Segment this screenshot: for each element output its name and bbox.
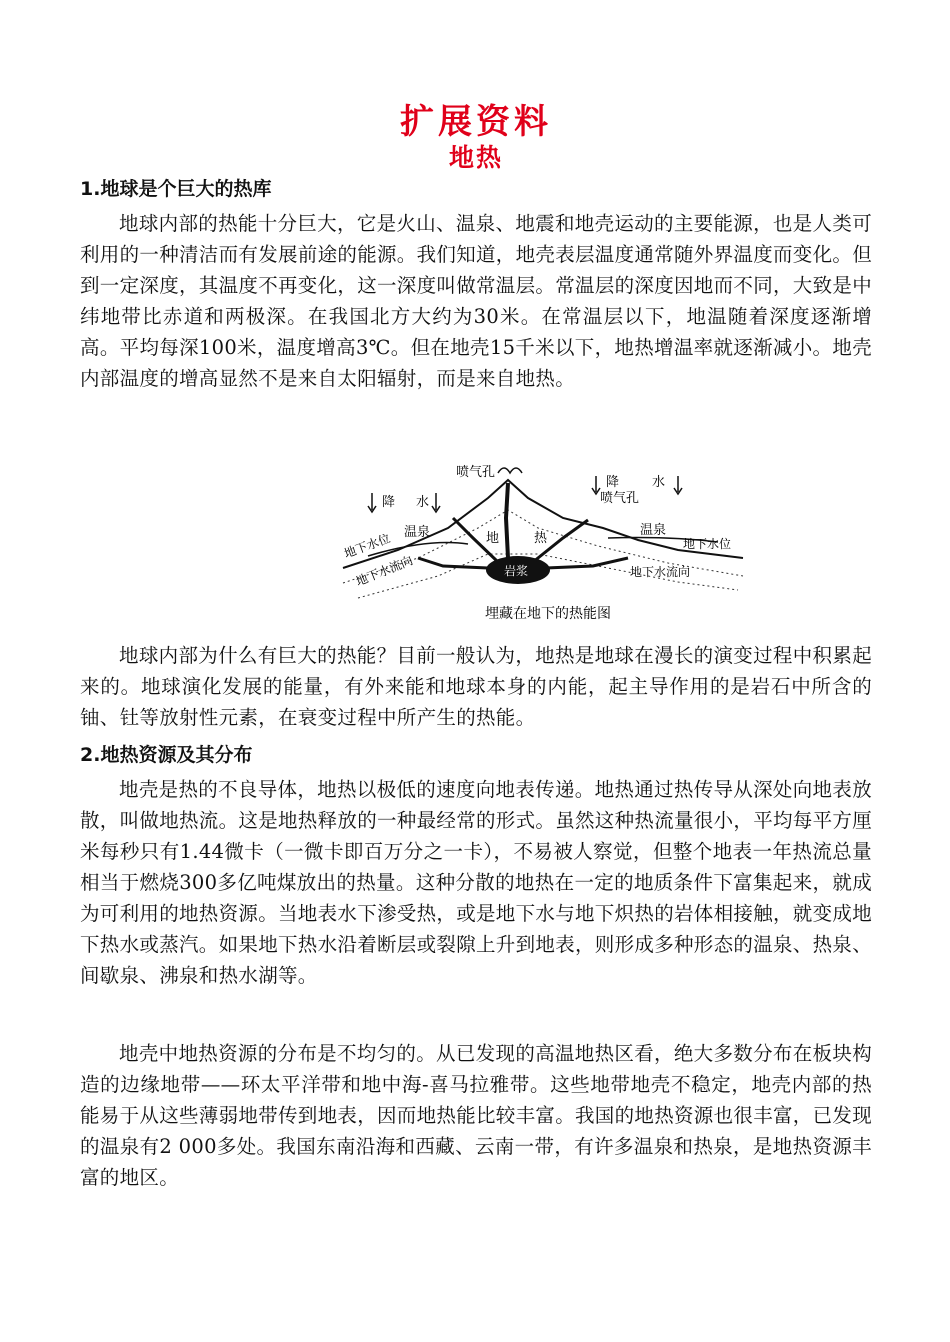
label-earth: 地 (486, 531, 500, 546)
heat-channel-lower-right (546, 558, 628, 568)
label-water-right: 水 (652, 475, 666, 490)
document-subtitle: 地热 (448, 143, 503, 172)
label-vent-right: 喷气孔 (600, 491, 640, 506)
document-title: 扩展资料 (400, 102, 552, 142)
label-vent-left: 喷气孔 (456, 465, 496, 480)
label-groundwater-flow-right: 地下水流向 (630, 565, 691, 579)
label-rain-left: 降 (382, 495, 396, 510)
label-water-left: 水 (416, 495, 430, 510)
section-1-paragraph-2: 地球内部为什么有巨大的热能？目前一般认为，地热是地球在漫长的演变过程中积累起来的。地球演化发展的能量，有外来能和地球本身的内能，起主导作用的是岩石中所含的铀、钍等放射性元素，在衰变过程中所产生的热能。 (80, 643, 872, 729)
label-groundwater-flow-left: 地下水流向 (353, 553, 415, 589)
section-2-paragraph-1: 地壳是热的不良导体，地热以极低的速度向地表传递。地热通过热传导从深处向地表放散，叫做地热流。这是地热释放的一种最经常的形式。虽然这种热流量很小，平均每平方厘米每秒只有1.44微卡（一微卡即百万分之一卡），不易被人察觉，但整个地表一年热流总量相当于燃烧300多亿吨煤放出的热量。这种分散的地热在一定的地质条件下富集起来，就成为可利用的地热资源。当地表水下渗受热，或是地下水与地下炽热的岩体相接触，就变成地下热水或蒸汽。如果地下热水沿着断层或裂隙上升到地表，则形成多种形态的温泉、热泉、间歇泉、沸泉和热水湖等。 (80, 777, 873, 987)
heat-channel-lower-left (418, 558, 488, 568)
label-hotspring-left: 温泉 (404, 525, 431, 540)
label-magma: 岩浆 (504, 564, 529, 578)
section-1-paragraph-1: 地球内部的热能十分巨大，它是火山、温泉、地震和地壳运动的主要能源，也是人类可利用的一种清洁而有发展前途的能源。我们知道，地壳表层温度通常随外界温度而变化。但到一定深度，其温度不再变化，这一深度叫做常温层。常温层的深度因地而不同，大致是中纬地带比赤道和两极深。在我国北方大约为30米。在常温层以下，地温随着深度逐渐增高。平均每深100米，温度增高3℃。但在地壳15千米以下，地热增温率就逐渐减小。地壳内部温度的增高显然不是来自太阳辐射，而是来自地热。 (80, 211, 873, 390)
label-hotspring-right: 温泉 (640, 523, 667, 538)
rain-arrows-left-icon (368, 493, 440, 512)
label-groundwater-level-right: 地下水位 (683, 537, 732, 551)
section-2-paragraph-2: 地壳中地热资源的分布是不均匀的。从已发现的高温地热区看，绝大多数分布在板块构造的边缘地带——环太平洋带和地中海-喜马拉雅带。这些地带地壳不稳定，地壳内部的热能易于从这些薄弱地带传到地表，因而地热能比较丰富。我国的地热资源也很丰富，已发现的温泉有2 000多处。我国东南沿海和西藏、云南一带，有许多温泉和热泉，是地热资源丰富的地区。 (80, 1041, 873, 1189)
label-groundwater-level-left: 地下水位 (342, 531, 393, 561)
label-rain-right: 降 (606, 475, 620, 490)
figure-caption: 埋藏在地下的热能图 (485, 606, 611, 622)
steam-plume-icon (498, 468, 522, 473)
section-1-heading: 1.地球是个巨大的热库 (80, 178, 272, 200)
heat-channel-center (506, 483, 508, 558)
geothermal-diagram (338, 458, 758, 630)
section-2-heading: 2.地热资源及其分布 (80, 744, 253, 766)
label-heat: 热 (534, 531, 548, 546)
